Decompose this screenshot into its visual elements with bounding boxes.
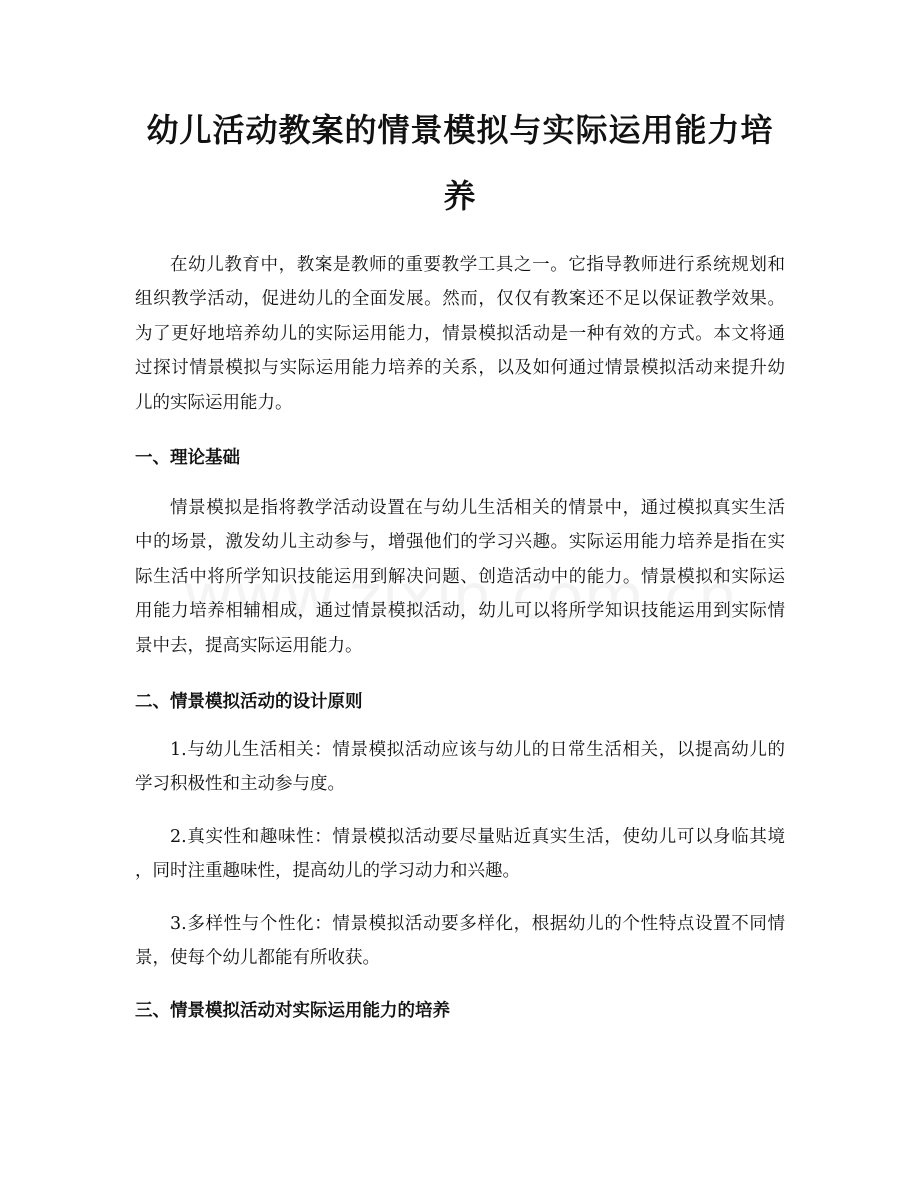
paragraph-line: 景中去，提高实际运用能力。 <box>135 635 363 656</box>
title-line: 养 <box>443 177 477 215</box>
title-line: 幼儿活动教案的情景模拟与实际运用能力培 <box>146 111 774 149</box>
principle-item-3 <box>135 907 785 976</box>
list-item-line: 2.真实性和趣味性：情景模拟活动要尽量贴近真实生活，使幼儿可以身临其境 <box>170 827 785 847</box>
paragraph-line: 过探讨情景模拟与实际运用能力培养的关系，以及如何通过情景模拟活动来提升幼 <box>135 358 785 379</box>
list-item-line: 学习积极性和主动参与度。 <box>135 774 345 795</box>
list-item-line: 3.多样性与个性化：情景模拟活动要多样化，根据幼儿的个性特点设置不同情 <box>170 914 785 934</box>
paragraph-line: 际生活中将所学知识技能运用到解决问题、创造活动中的能力。情景模拟和实际运 <box>135 566 785 587</box>
document-title <box>100 97 820 229</box>
theory-paragraph <box>135 491 785 663</box>
section-heading-theory: 一、理论基础 <box>135 448 240 468</box>
list-item-line: 1.与幼儿生活相关：情景模拟活动应该与幼儿的日常生活相关，以提高幼儿的 <box>170 740 785 760</box>
principle-item-1 <box>135 733 785 802</box>
paragraph-line: 组织教学活动，促进幼儿的全面发展。然而，仅仅有教案还不足以保证教学效果。 <box>135 289 785 310</box>
paragraph-line: 中的场景，激发幼儿主动参与，增强他们的学习兴趣。实际运用能力培养是指在实 <box>135 532 785 553</box>
principle-item-2 <box>135 820 785 889</box>
intro-paragraph <box>135 248 785 420</box>
list-item-line: 景，使每个幼儿都能有所收获。 <box>135 948 380 969</box>
paragraph-line: 儿的实际运用能力。 <box>135 392 293 413</box>
paragraph-line: 为了更好地培养幼儿的实际运用能力，情景模拟活动是一种有效的方式。本文将通 <box>135 323 785 344</box>
section-heading-design-principles: 二、情景模拟活动的设计原则 <box>135 692 363 712</box>
section-heading-ability-cultivation: 三、情景模拟活动对实际运用能力的培养 <box>135 1001 450 1021</box>
paragraph-line: 用能力培养相辅相成，通过情景模拟活动，幼儿可以将所学知识技能运用到实际情 <box>135 601 785 622</box>
list-item-line: ，同时注重趣味性，提高幼儿的学习动力和兴趣。 <box>135 861 520 882</box>
paragraph-line: 在幼儿教育中，教案是教师的重要教学工具之一。它指导教师进行系统规划和 <box>170 255 785 275</box>
paragraph-line: 情景模拟是指将教学活动设置在与幼儿生活相关的情景中，通过模拟真实生活 <box>170 498 785 518</box>
